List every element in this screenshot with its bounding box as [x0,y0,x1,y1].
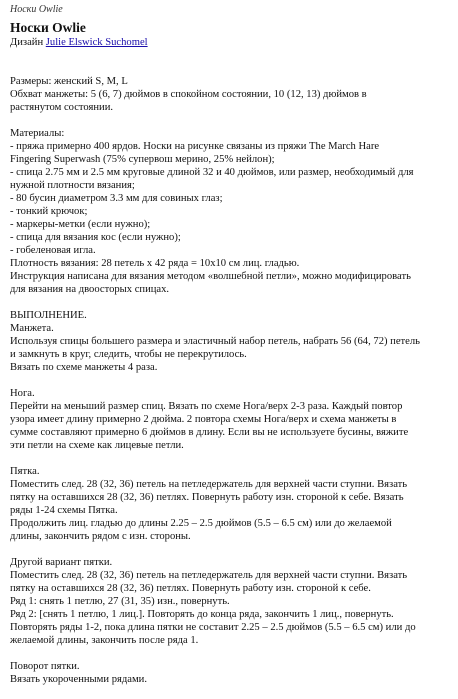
designer-link[interactable]: Julie Elswick Suchomel [45,37,148,48]
spacer [10,543,454,556]
materials-line: нужной плотности вязания; [10,180,135,191]
spacer [10,49,454,75]
materials-line: Материалы: [10,128,65,139]
heel-alt-line: Поместить след. 28 (32, 36) петель на петледержатель для верхней части ступни. Вязать [10,570,408,581]
heel-alt-line: пятку на оставшихся 28 (32, 36) петлях. Повернуть работу изн. стороной к себе. [10,583,371,594]
design-credit [10,36,454,49]
sizes-line: Размеры: женский S, M, L [10,76,128,87]
materials-line: - маркеры-метки (если нужно); [10,219,151,230]
leg-line: Перейти на меньший размер спиц. Вязать по схеме Нога/верх 2-3 раза. Каждый повтор [10,401,403,412]
heel-alt-line: желаемой длины, закончить после ряда 1. [10,635,199,646]
leg-line: Нога. [10,388,35,399]
materials-line: Инструкция написана для вязания методом «волшебной петли», можно модифицировать [10,271,411,282]
materials-line: - тонкий крючок; [10,206,88,217]
execution-section [10,309,454,374]
heel-turn-section [10,660,454,686]
heel-line: длины, закончить рядом с изн. стороны. [10,531,191,542]
execution-line: Манжета. [10,323,54,334]
header-note: Носки Owlie [10,4,63,15]
leg-line: сумме составляют примерно 6 дюймов в длину. Если вы не используете бусины, вяжите [10,427,409,438]
spacer [10,647,454,660]
execution-line: и замкнуть в круг, следить, чтобы не перекрутилось. [10,349,247,360]
materials-line: Плотность вязания: 28 петель x 42 ряда = 10x10 см лиц. гладью. [10,258,300,269]
heel-line: Пятка. [10,466,40,477]
materials-line: - спица 2.75 мм и 2.5 мм круговые длиной 32 и 40 дюймов, или размер, необходимый для [10,167,414,178]
execution-line: ВЫПОЛНЕНИЕ. [10,310,87,321]
materials-line: - 80 бусин диаметром 3.3 мм для совиных глаз; [10,193,223,204]
materials-line: - гобеленовая игла. [10,245,96,256]
heel-line: пятку на оставшихся 28 (32, 36) петлях. Повернуть работу изн. стороной к себе. Вязать [10,492,404,503]
heel-line: ряды 1-24 схемы Пятка. [10,505,118,516]
spacer [10,374,454,387]
heel-alt-line: Другой вариант пятки. [10,557,113,568]
spacer [10,114,454,127]
document-title: Носки Owlie [10,20,86,35]
heel-line: Поместить след. 28 (32, 36) петель на петледержатель для верхней части ступни. Вязать [10,479,408,490]
sizes-line: растянутом состоянии. [10,102,114,113]
heel-turn-line: Вязать укороченными рядами. [10,674,147,685]
heel-turn-line: Поворот пятки. [10,661,80,672]
heel-alt-line: Повторять ряды 1-2, пока длина пятки не составит 2.25 – 2.5 дюймов (5.5 – 6.5 см) или до [10,622,416,633]
execution-line: Вязать по схеме манжеты 4 раза. [10,362,158,373]
heel-alt-line: Ряд 1: снять 1 петлю, 27 (31, 35) изн., повернуть. [10,596,230,607]
leg-line: узора имеет длину примерно 2 дюйма. 2 повтора схемы Нога/верх и схема манжеты в [10,414,397,425]
leg-section [10,387,454,452]
spacer [10,296,454,309]
sizes-section [10,75,454,114]
materials-line: Fingering Superwash (75% супервош мерино, 25% нейлон); [10,154,275,165]
materials-line: - пряжа примерно 400 ярдов. Носки на рисунке связаны из пряжи The March Hare [10,141,380,152]
execution-line: Используя спицы большего размера и эластичный набор петель, набрать 56 (64, 72) петель [10,336,420,347]
materials-line: для вязания на двоосторых спицах. [10,284,170,295]
materials-section [10,127,454,296]
leg-line: эти петли на схеме как лицевые петли. [10,440,184,451]
document-content [10,20,454,686]
heel-alt-line: Ряд 2: [снять 1 петлю, 1 лиц.]. Повторять до конца ряда, закончить 1 лиц., повернуть. [10,609,394,620]
spacer [10,452,454,465]
heel-section [10,465,454,543]
sizes-line: Обхват манжеты: 5 (6, 7) дюймов в спокойном состоянии, 10 (12, 13) дюймов в [10,89,367,100]
design-prefix: Дизайн [10,37,46,48]
materials-line: - спица для вязания кос (если нужно); [10,232,181,243]
heel-alt-section [10,556,454,647]
heel-line: Продолжить лиц. гладью до длины 2.25 – 2.5 дюймов (5.5 – 6.5 см) или до желаемой [10,518,392,529]
